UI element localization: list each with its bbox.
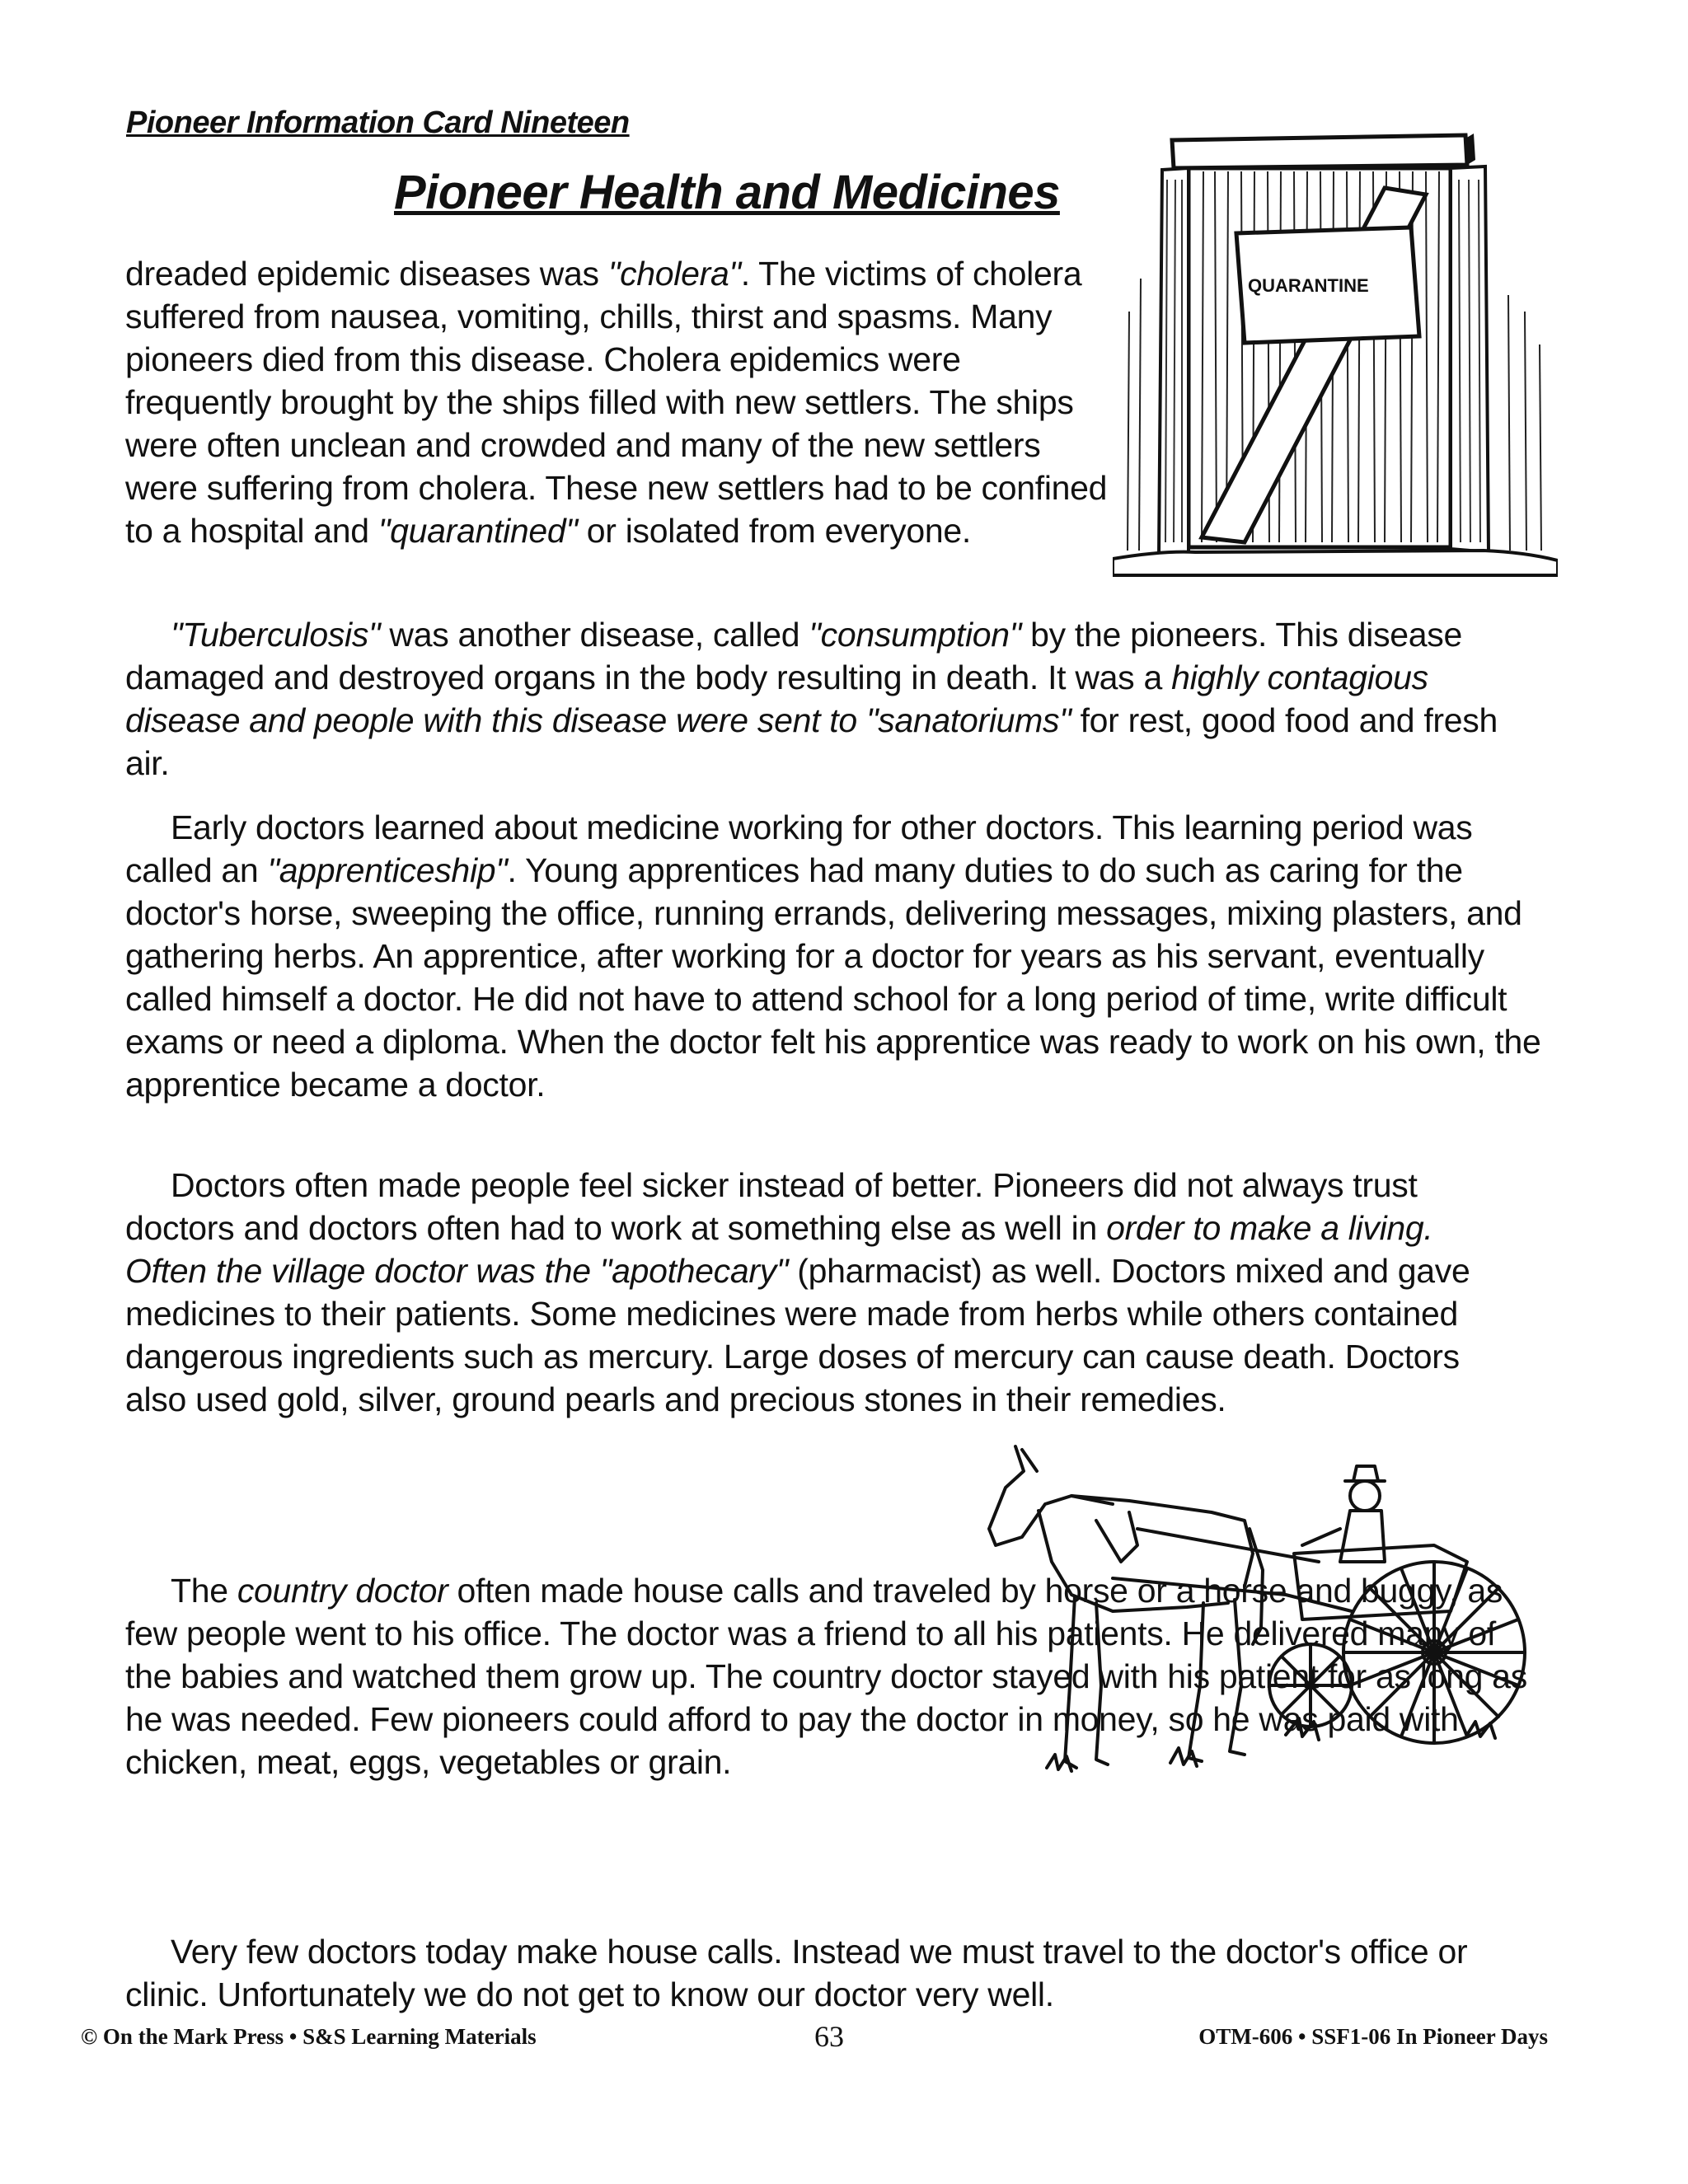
footer-code: OTM-606 • SSF1-06 In Pioneer Days — [1198, 2024, 1548, 2049]
page-title: Pioneer Health and Medicines — [394, 166, 1060, 219]
card-label: Pioneer Information Card Nineteen — [126, 105, 630, 140]
paragraph-apothecary — [125, 1164, 1485, 1421]
text-run: or isolated from everyone. — [577, 512, 971, 550]
paragraph-cholera — [125, 252, 1114, 552]
quarantine-sign-text: QUARANTINE — [1248, 275, 1369, 296]
text-run: order to make a living. Often the village doctor was the "apothecary" — [125, 1209, 1433, 1290]
text-run: Very few doctors today make house calls. Instead we must travel to the doctor's office or clinic. Unfortunately we do not get to know our doctor very well. — [125, 1933, 1468, 2013]
paragraph-today — [125, 1930, 1543, 2016]
text-run: country doctor — [237, 1572, 448, 1610]
text-run: Doctors often made people feel sicker instead of better. Pioneers did not always trust doctors and doctors often had to work at something else as well in — [125, 1166, 1418, 1247]
text-run: "consumption" — [809, 616, 1022, 654]
text-run: "Tuberculosis" — [171, 616, 381, 654]
paragraph-apprenticeship — [125, 806, 1543, 1106]
paragraph-tuberculosis — [125, 613, 1543, 785]
text-run: . The victims of cholera suffered from nausea, vomiting, chills, thirst and spasms. Many pioneers died from this disease. Cholera epidemics were frequently brought by the ships filled with new settlers. The ships were often unclean and crowded and many of the new settlers were suffering from cholera. These new settlers had to be confined to a hospital and — [125, 255, 1108, 550]
text-run: . Young apprentices had many duties to do such as caring for the doctor's horse, sweeping the office, running errands, delivering messages, mixing plasters, and gathering herbs. An apprentice, after working for a doctor for years as his servant, eventually called himself a doctor. He did not have to attend school for a long period of time, write difficult exams or need a diploma. When the doctor felt his apprentice was ready to work on his own, the apprentice became a doctor. — [125, 851, 1541, 1104]
text-run: The — [171, 1572, 237, 1610]
footer — [81, 2020, 1548, 2054]
text-run: "cholera" — [607, 255, 741, 293]
text-run: for rest, good food and fresh air. — [125, 701, 1498, 782]
text-run: highly contagious disease and people with this disease were sent to "sanatoriums" — [125, 658, 1428, 739]
text-run: "apprenticeship" — [267, 851, 508, 889]
text-run: Early doctors learned about medicine working for other doctors. This learning period was called an — [125, 808, 1473, 889]
text-run: was another disease, called — [380, 616, 809, 654]
quarantine-door-illustration — [1113, 130, 1558, 592]
text-run: by the pioneers. This disease damaged and destroyed organs in the body resulting in death. It was a — [125, 616, 1462, 696]
text-run: often made house calls and traveled by horse or a horse and buggy, as few people went to his office. The doctor was a friend to all his patients. He delivered many of the babies and watched them grow up. The country doctor stayed with his patient for as long as he was needed. Few pioneers could afford to pay the doctor in money, so he was paid with chicken, meat, eggs, vegetables or grain. — [125, 1572, 1527, 1781]
text-run: (pharmacist) as well. Doctors mixed and gave medicines to their patients. Some medicines were made from herbs while others contained dangerous ingredients such as mercury. Large doses of mercury can cause death. Doctors also used gold, silver, ground pearls and precious stones in their remedies. — [125, 1252, 1470, 1418]
horse-and-buggy-illustration — [973, 1438, 1533, 1809]
text-run: dreaded epidemic diseases was — [125, 255, 608, 293]
text-run: "quarantined" — [377, 512, 578, 550]
page-number: 63 — [814, 2020, 844, 2053]
footer-publisher: © On the Mark Press • S&S Learning Materials — [81, 2024, 537, 2049]
